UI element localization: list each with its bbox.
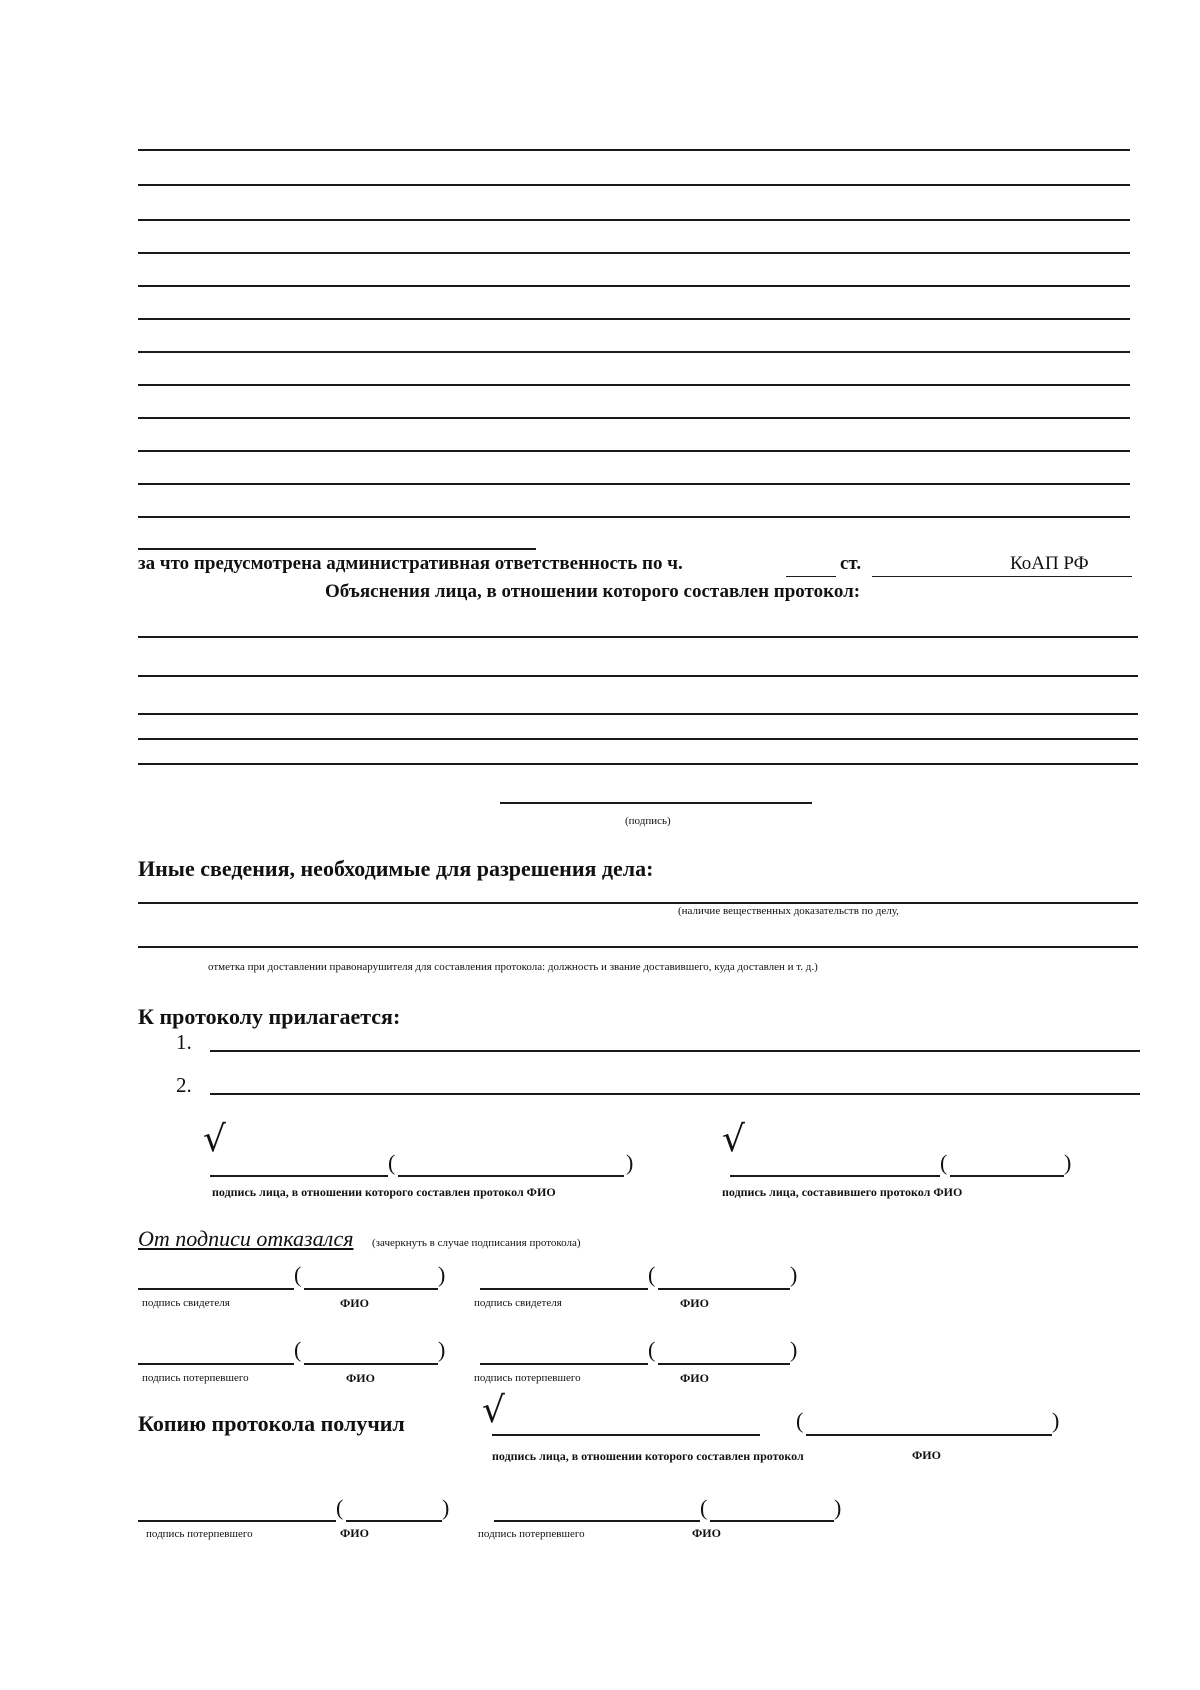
blank-line <box>138 252 1130 254</box>
other-info-line[interactable] <box>138 902 1138 904</box>
witness-fio-caption: ФИО <box>340 1296 369 1310</box>
victim-fio-line[interactable] <box>304 1363 438 1365</box>
offender-signature-caption: подпись лица, в отношении которого составлен протокол ФИО <box>212 1185 556 1199</box>
paren-close: ) <box>790 1262 798 1287</box>
victim-fio-caption: ФИО <box>692 1526 721 1540</box>
witness-fio-caption: ФИО <box>680 1296 709 1310</box>
refused-note: (зачеркнуть в случае подписания протокола) <box>372 1237 581 1249</box>
victim-fio-line[interactable] <box>658 1363 790 1365</box>
victim-fio-caption: ФИО <box>680 1371 709 1385</box>
witness-signature-line[interactable] <box>480 1288 648 1290</box>
check-mark-icon: √ <box>203 1119 226 1160</box>
explanation-line[interactable] <box>138 713 1138 715</box>
paren-close: ) <box>438 1337 446 1362</box>
victim-fio-caption: ФИО <box>346 1371 375 1385</box>
victim-fio-line[interactable] <box>710 1520 834 1522</box>
copy-signature-line[interactable] <box>492 1434 760 1436</box>
explanation-line[interactable] <box>138 675 1138 677</box>
copy-title: Копию протокола получил <box>138 1411 405 1436</box>
blank-line <box>138 483 1130 485</box>
attachment-number: 1. <box>176 1030 192 1054</box>
paren-open: ( <box>940 1150 948 1175</box>
victim-signature-line[interactable] <box>480 1363 648 1365</box>
copy-fio-caption: ФИО <box>912 1448 941 1462</box>
blank-line <box>138 149 1130 151</box>
attachment-line[interactable] <box>210 1050 1140 1052</box>
other-info-hint-2: отметка при доставлении правонарушителя для составления протокола: должность и звание доставившего, куда доставлен и т. д.) <box>208 961 818 973</box>
paren-close: ) <box>1064 1150 1072 1175</box>
paren-open: ( <box>648 1262 656 1287</box>
witness-sign-caption: подпись свидетеля <box>474 1297 562 1309</box>
explanations-title: Объяснения лица, в отношении которого составлен протокол: <box>325 581 861 602</box>
part-number-field[interactable] <box>786 576 836 577</box>
signature-line[interactable] <box>500 802 812 804</box>
blank-line <box>138 351 1130 353</box>
victim-sign-caption: подпись потерпевшего <box>474 1372 581 1384</box>
paren-open: ( <box>648 1337 656 1362</box>
attachment-number: 2. <box>176 1073 192 1097</box>
blank-line <box>138 516 1130 518</box>
blank-line <box>138 417 1130 419</box>
copy-sign-caption: подпись лица, в отношении которого составлен протокол <box>492 1449 804 1463</box>
article-number-field[interactable] <box>872 576 1132 577</box>
witness-signature-line[interactable] <box>138 1288 294 1290</box>
officer-signature-caption: подпись лица, составившего протокол ФИО <box>722 1185 963 1199</box>
explanation-line[interactable] <box>138 763 1138 765</box>
paren-close: ) <box>438 1262 446 1287</box>
explanation-line[interactable] <box>138 738 1138 740</box>
victim-sign-caption: подпись потерпевшего <box>142 1372 249 1384</box>
officer-signature-line[interactable] <box>730 1175 940 1177</box>
offender-fio-line[interactable] <box>398 1175 624 1177</box>
signature-caption: (подпись) <box>625 815 671 827</box>
check-mark-icon: √ <box>722 1119 745 1160</box>
paren-close: ) <box>834 1495 842 1520</box>
witness-fio-line[interactable] <box>658 1288 790 1290</box>
paren-open: ( <box>336 1495 344 1520</box>
victim-fio-line[interactable] <box>346 1520 442 1522</box>
check-mark-icon: √ <box>482 1390 505 1431</box>
blank-line <box>138 450 1130 452</box>
refused-label: От подписи отказался <box>138 1226 354 1251</box>
paren-open: ( <box>796 1408 804 1433</box>
victim-signature-line[interactable] <box>138 1520 336 1522</box>
blank-line-short <box>138 548 536 550</box>
attachments-title: К протоколу прилагается: <box>138 1004 401 1029</box>
blank-line <box>138 318 1130 320</box>
paren-open: ( <box>388 1150 396 1175</box>
officer-fio-line[interactable] <box>950 1175 1064 1177</box>
other-info-line[interactable] <box>138 946 1138 948</box>
witness-fio-line[interactable] <box>304 1288 438 1290</box>
paren-close: ) <box>442 1495 450 1520</box>
explanation-line[interactable] <box>138 636 1138 638</box>
blank-line <box>138 184 1130 186</box>
victim-sign-caption: подпись потерпевшего <box>146 1528 253 1540</box>
attachment-line[interactable] <box>210 1093 1140 1095</box>
victim-signature-line[interactable] <box>138 1363 294 1365</box>
witness-sign-caption: подпись свидетеля <box>142 1297 230 1309</box>
victim-signature-line[interactable] <box>494 1520 700 1522</box>
victim-sign-caption: подпись потерпевшего <box>478 1528 585 1540</box>
paren-open: ( <box>294 1337 302 1362</box>
copy-fio-line[interactable] <box>806 1434 1052 1436</box>
paren-close: ) <box>790 1337 798 1362</box>
offender-signature-line[interactable] <box>210 1175 388 1177</box>
article-label: ст. <box>840 553 862 574</box>
blank-line <box>138 285 1130 287</box>
liability-text: за что предусмотрена административная ответственность по ч. <box>138 553 683 574</box>
paren-close: ) <box>626 1150 634 1175</box>
paren-close: ) <box>1052 1408 1060 1433</box>
other-info-title: Иные сведения, необходимые для разрешения дела: <box>138 856 654 881</box>
koap-label: КоАП РФ <box>1010 553 1089 574</box>
paren-open: ( <box>700 1495 708 1520</box>
other-info-hint-1: (наличие вещественных доказательств по делу, <box>678 905 899 917</box>
blank-line <box>138 384 1130 386</box>
paren-open: ( <box>294 1262 302 1287</box>
blank-line <box>138 219 1130 221</box>
victim-fio-caption: ФИО <box>340 1526 369 1540</box>
